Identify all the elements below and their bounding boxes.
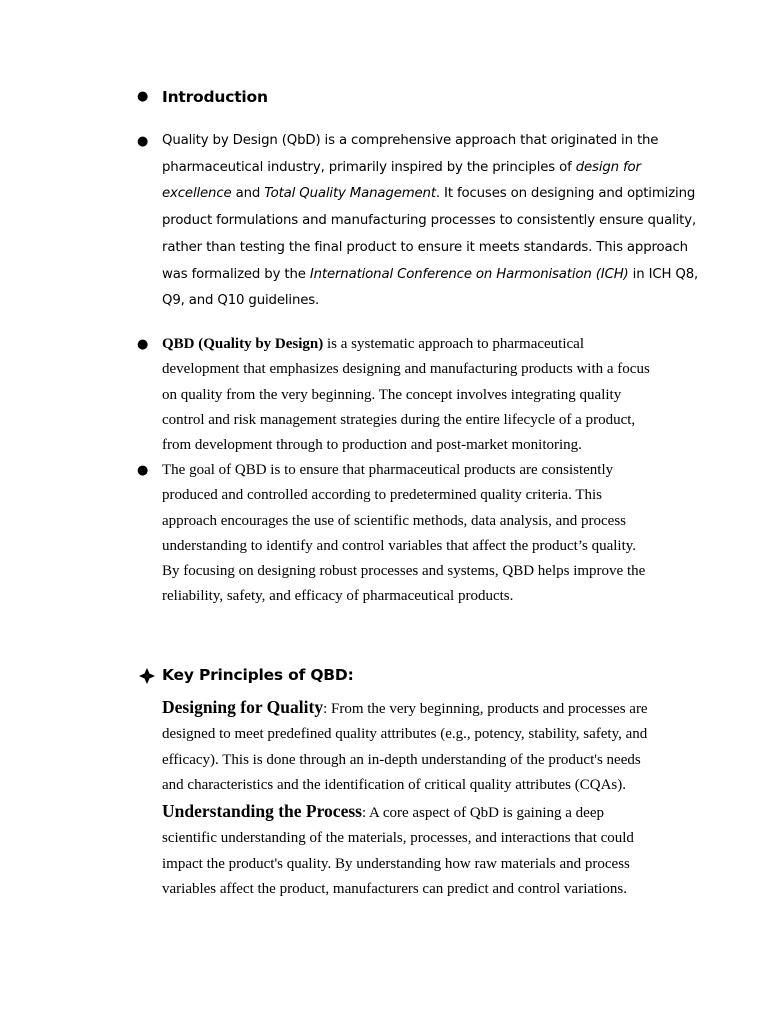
text-line: and characteristics and the identification of critical quality attributes (CQAs). — [162, 776, 627, 793]
text-line: Understanding the Process: A core aspect of QbD is gaining a deep — [162, 801, 604, 821]
text-line: Quality by Design (QbD) is a comprehensive approach that originated in the — [162, 133, 659, 148]
paragraph-qbd-overview — [162, 128, 699, 315]
paragraph-qbd-definition — [162, 332, 682, 458]
text-line: scientific understanding of the materials, processes, and interactions that could — [162, 830, 634, 847]
text-line: Q9, and Q10 guidelines. — [162, 293, 320, 309]
diamond-bullet-icon — [139, 668, 155, 684]
text-line: efficacy). This is done through an in-depth understanding of the product's needs — [162, 751, 641, 768]
text-line: understanding to identify and control variables that affect the product’s quality. — [162, 537, 637, 554]
text-line: on quality from the very beginning. The concept involves integrating quality — [162, 386, 622, 403]
text-line: was formalized by the International Conference on Harmonisation (ICH) in ICH Q8, — [162, 266, 699, 282]
section-heading-introduction: Introduction — [162, 88, 268, 106]
section-heading-key-principles: Key Principles of QBD: — [162, 666, 354, 684]
text-line: produced and controlled according to predetermined quality criteria. This — [162, 487, 602, 504]
subheading-designing-for-quality: Designing for Quality — [162, 697, 324, 717]
text-line: By focusing on designing robust processes and systems, QBD helps improve the — [162, 563, 646, 580]
bullet-icon: ● — [137, 463, 149, 478]
bullet-icon: ● — [137, 89, 149, 104]
text-line: control and risk management strategies during the entire lifecycle of a product, — [162, 411, 636, 428]
text-line: reliability, safety, and efficacy of pharmaceutical products. — [162, 588, 514, 605]
text-line: The goal of QBD is to ensure that pharmaceutical products are consistently — [162, 462, 614, 478]
bullet-icon: ● — [137, 134, 149, 149]
paragraph-understanding-the-process — [162, 799, 682, 902]
text-line: approach encourages the use of scientific methods, data analysis, and process — [162, 512, 627, 529]
text-line: QBD (Quality by Design) is a systematic approach to pharmaceutical — [162, 336, 584, 352]
text-line: impact the product's quality. By understanding how raw materials and process — [162, 855, 630, 872]
text-line: excellence and Total Quality Management. It focuses on designing and optimizing — [162, 186, 696, 202]
text-line: variables affect the product, manufacturers can predict and control variations. — [162, 880, 627, 897]
paragraph-designing-for-quality — [162, 695, 682, 798]
text-line: rather than testing the final product to ensure it meets standards. This approach — [162, 239, 688, 255]
subheading-understanding-the-process: Understanding the Process — [162, 801, 362, 821]
text-line: pharmaceutical industry, primarily inspired by the principles of design for — [162, 159, 641, 175]
text-line: development that emphasizes designing and manufacturing products with a focus — [162, 361, 650, 378]
text-line: from development through to production and post-market monitoring. — [162, 437, 582, 454]
paragraph-qbd-goal — [162, 458, 682, 610]
text-line: designed to meet predefined quality attributes (e.g., potency, stability, safety, and — [162, 726, 648, 743]
text-line: product formulations and manufacturing processes to consistently ensure quality, — [162, 213, 697, 229]
text-line: Designing for Quality: From the very beginning, products and processes are — [162, 697, 648, 717]
bullet-icon: ● — [137, 337, 149, 352]
